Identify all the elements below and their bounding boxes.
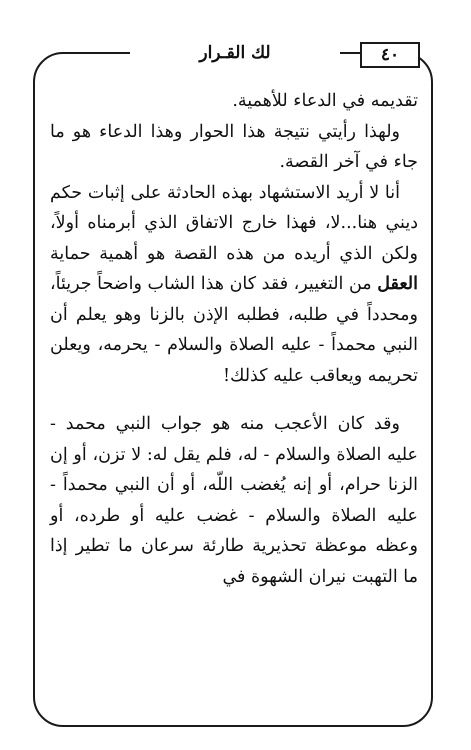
- running-title: لك القـرار: [130, 40, 340, 68]
- paragraph-4: وقد كان الأعجب منه هو جواب النبي محمد - عليه الصلاة والسلام - له، فلم يقل له: لا تزن، أو إن الزنا حرام، أو إنه يُغضب اللّه، أو أن النبي محمداً - عليه الصلاة والسلام - غضب عليه أو طرده، أو وعظه موعظة تحذيرية طارئة سرعان ما تطير إذا ما التهبت نيران الشهوة في: [50, 414, 418, 587]
- emphasized-word: العقل: [377, 274, 418, 294]
- paragraph-3-text-start: أنا لا أريد الاستشهاد بهذه الحادثة على إثبات حكم ديني هنا...لا، فهذا خارج الاتفاق الذي أبرمناه أولاً، ولكن الذي أريده من هذه القصة هو أهمية حماية: [50, 182, 418, 264]
- paragraph-3: [50, 178, 418, 392]
- text-body: [50, 86, 418, 592]
- paragraph-3-text-end: من التغيير، فقد كان هذا الشاب واضحاً جريئاً، ومحدداً في طلبه، فطلبه الإذن بالزنا وهو يعلم أن النبي محمداً - عليه الصلاة والسلام - يحرمه، ويعلن تحريمه ويعاقب عليه كذلك!: [50, 274, 418, 386]
- paragraph-2: ولهذا رأيتي نتيجة هذا الحوار وهذا الدعاء هو ما جاء في آخر القصة.: [50, 121, 418, 172]
- paragraph-1: تقديمه في الدعاء للأهمية.: [232, 91, 418, 111]
- page-number: ٤٠: [360, 42, 420, 68]
